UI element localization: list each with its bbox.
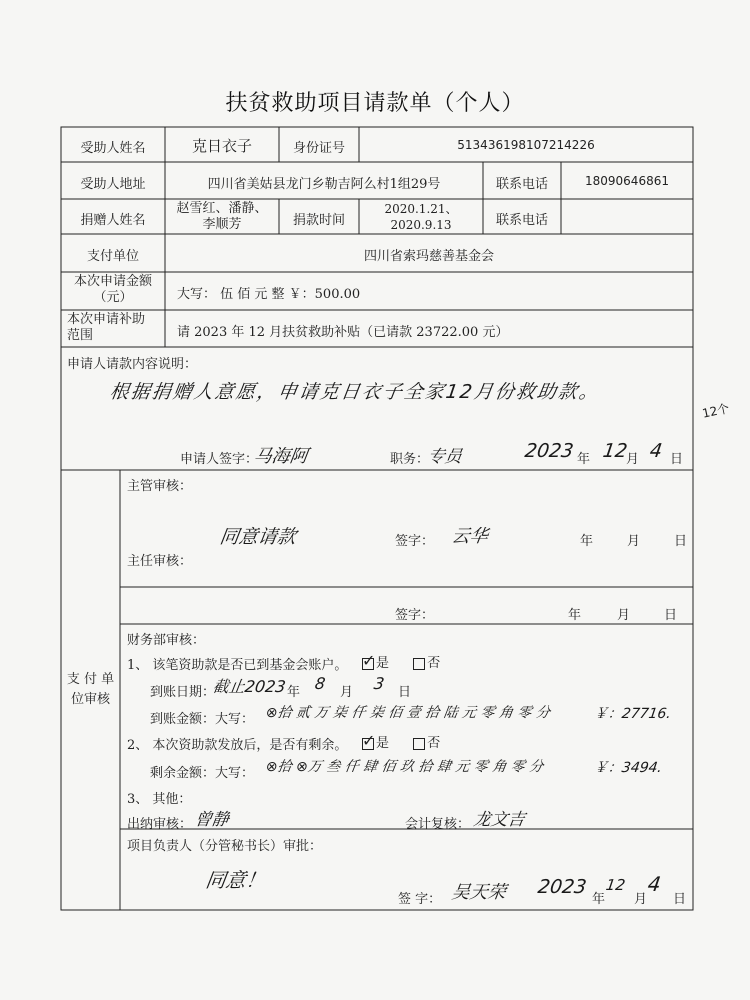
- q2-no-label: 否: [427, 736, 441, 751]
- q1-yes-checkbox[interactable]: [362, 658, 374, 670]
- phone-label: 联系电话: [495, 177, 548, 192]
- signer-label: 申请人签字：: [180, 452, 259, 467]
- q1-options: [360, 652, 440, 671]
- donor-label: 捐赠人姓名: [80, 213, 146, 228]
- leader-year: 2023: [536, 876, 588, 898]
- application-handwriting: 根据捐赠人意愿，申请克日衣子全家12月份救助款。: [108, 381, 602, 403]
- apply-month: 12: [601, 440, 629, 462]
- remain-amount-label: 剩余金额：大写：: [150, 766, 255, 781]
- amount-label: [61, 274, 165, 306]
- application-label: 申请人请款内容说明：: [67, 357, 198, 372]
- apply-year: 2023: [523, 440, 575, 462]
- arrival-day-char: 日: [398, 685, 412, 700]
- scope-label-line1: 本次申请补助: [67, 312, 146, 327]
- supervisor-comment: 同意请款: [218, 526, 298, 548]
- supervisor-month-char: 月: [627, 534, 641, 549]
- supervisor-signature: 云华: [450, 526, 490, 547]
- payer-label: 支付单位: [86, 249, 139, 264]
- arrival-amount-number: ￥：27716.: [592, 706, 672, 722]
- apply-day: 4: [648, 440, 664, 462]
- donation-time-line2: 2020.9.13: [390, 218, 452, 232]
- donor-names-line2: 李顺芳: [202, 217, 242, 232]
- review-side-label-line1: 支 付 单: [66, 672, 115, 687]
- phone-value: 18090646861: [585, 174, 669, 188]
- leader-signature: 吴天荣: [450, 882, 508, 903]
- cashier-signature: 曾静: [193, 810, 231, 830]
- phone-label-2: 联系电话: [495, 213, 548, 228]
- donation-time-line1: 2020.1.21、: [384, 202, 458, 216]
- amount-label-line2: （元）: [93, 290, 133, 305]
- finance-label: 财务部审核：: [127, 633, 206, 648]
- scope-label-line2: 范围: [67, 328, 94, 343]
- leader-month-char: 月: [634, 892, 648, 907]
- q1-no-checkbox[interactable]: [413, 658, 425, 670]
- director-month-char: 月: [617, 608, 631, 623]
- arrival-year-char: 年: [287, 685, 301, 700]
- q2-no-checkbox[interactable]: [413, 738, 425, 750]
- arrival-day: 3: [372, 674, 386, 693]
- position-label: 职务：: [390, 452, 430, 467]
- amount-label-line1: 本次申请金额: [73, 274, 152, 289]
- accountant-signature: 龙文吉: [472, 810, 527, 830]
- scope-label: [67, 312, 165, 344]
- leader-label: 项目负责人（分管秘书长）审批：: [127, 839, 323, 854]
- address-label: 受助人地址: [80, 177, 146, 192]
- leader-comment: 同意！: [204, 868, 268, 892]
- review-side-label-line2: 位审核: [70, 692, 110, 707]
- recipient-name-label: 受助人姓名: [80, 141, 146, 156]
- donation-time-label: 捐款时间: [292, 213, 345, 228]
- arrival-date-label: 到账日期：: [150, 685, 216, 700]
- director-year-char: 年: [568, 608, 582, 623]
- position-value: 专员: [426, 447, 464, 467]
- amount-value: 大写： 伍 佰 元 整 ￥：500.00: [177, 287, 361, 302]
- supervisor-label: 主管审核：: [127, 479, 193, 494]
- donor-names-line1: 赵雪红、潘静、: [176, 201, 268, 216]
- director-sign-label: 签字：: [395, 608, 435, 623]
- remain-amount-words: ⊗拾 ⊗万 叁 仟 肆 佰 玖 拾 肆 元 零 角 零 分: [264, 759, 545, 775]
- leader-day: 4: [646, 872, 663, 896]
- leader-month: 12: [604, 876, 627, 894]
- leader-day-char: 日: [673, 892, 687, 907]
- signer-signature: 马海阿: [252, 446, 310, 467]
- address-value: 四川省美姑县龙门乡勒吉阿么村1组29号: [207, 177, 441, 192]
- leader-sign-label: 签 字：: [398, 892, 442, 907]
- id-number: 513436198107214226: [457, 138, 595, 152]
- q2-yes-label: 是: [376, 736, 390, 751]
- scope-value: 请 2023 年 12 月扶贫救助补贴（已请款 23722.00 元）: [177, 325, 509, 340]
- q1-no-label: 否: [427, 656, 441, 671]
- supervisor-day-char: 日: [674, 534, 688, 549]
- finance-q2: 2、 本次资助款发放后，是否有剩余。: [127, 738, 348, 753]
- accountant-label: 会计复核：: [405, 817, 471, 832]
- arrival-amount-words: ⊗拾 贰 万 柒 仟 柒 佰 壹 拾 陆 元 零 角 零 分: [264, 705, 552, 721]
- margin-note: 12个: [700, 401, 731, 421]
- arrival-month: 8: [313, 674, 327, 693]
- recipient-name: 克日衣子: [191, 137, 252, 155]
- donation-time: [359, 201, 483, 233]
- review-side-label: [61, 670, 120, 710]
- apply-month-char: 月: [626, 452, 640, 467]
- cashier-label: 出纳审核：: [127, 817, 193, 832]
- arrival-date-year: 截止2023: [211, 677, 287, 696]
- q2-options: [360, 732, 440, 751]
- donor-names: [165, 201, 279, 233]
- director-label: 主任审核：: [127, 554, 193, 569]
- q1-yes-label: 是: [376, 656, 390, 671]
- supervisor-sign-label: 签字：: [395, 534, 435, 549]
- payer-value: 四川省索玛慈善基金会: [363, 249, 494, 264]
- q2-yes-checkbox[interactable]: [362, 738, 374, 750]
- supervisor-year-char: 年: [580, 534, 594, 549]
- director-day-char: 日: [664, 608, 678, 623]
- finance-q3: 3、 其他：: [127, 792, 192, 807]
- leader-year-char: 年: [592, 892, 606, 907]
- arrival-amount-label: 到账金额：大写：: [150, 712, 255, 727]
- finance-q1: 1、 该笔资助款是否已到基金会账户。: [127, 658, 348, 673]
- apply-day-char: 日: [670, 452, 684, 467]
- form-title: 扶贫救助项目请款单（个人）: [225, 91, 525, 116]
- id-label: 身份证号: [292, 141, 345, 156]
- apply-year-char: 年: [577, 452, 591, 467]
- arrival-month-char: 月: [340, 685, 354, 700]
- remain-amount-number: ￥：3494.: [592, 760, 664, 776]
